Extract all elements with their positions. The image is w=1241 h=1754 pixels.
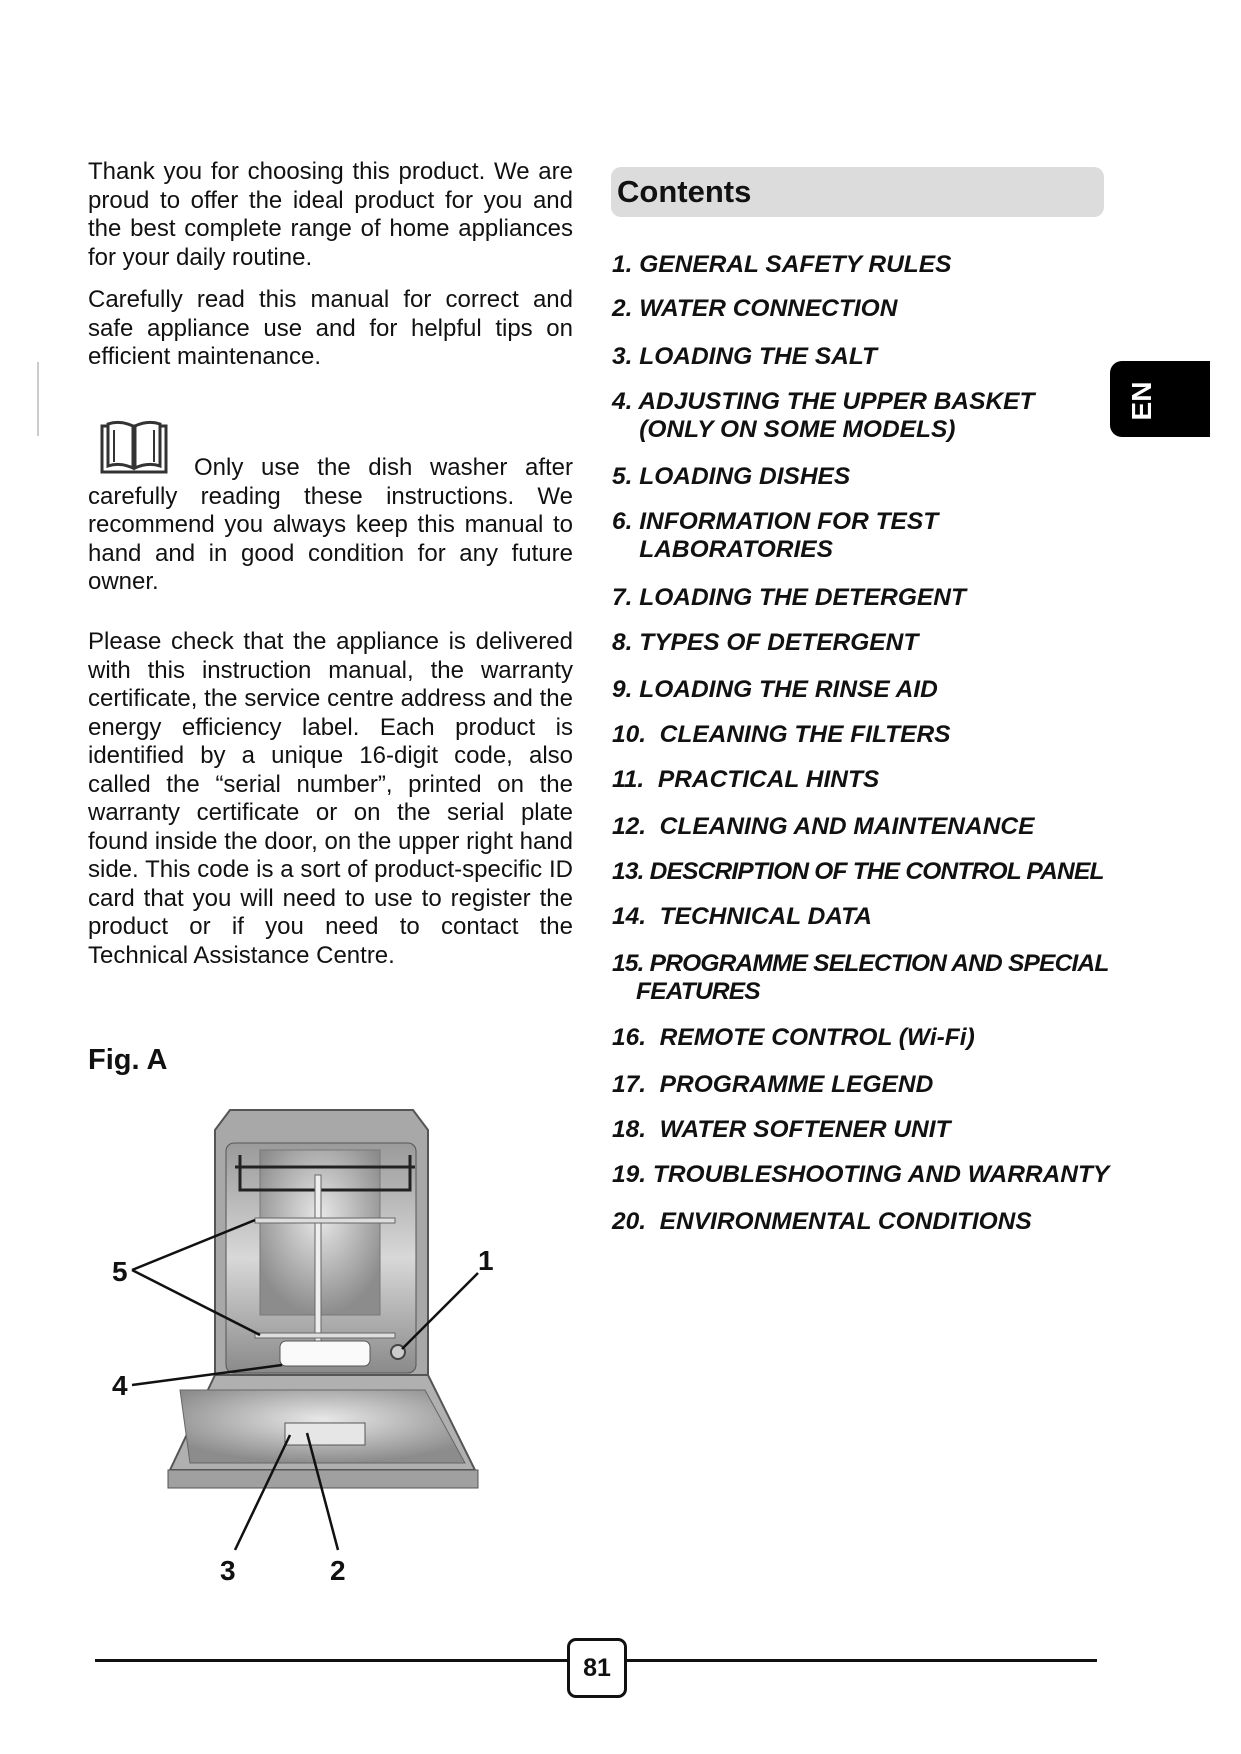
margin-mark xyxy=(37,362,39,436)
intro-check-delivery: Please check that the appliance is delivered with this instruction manual, the warranty certificate, the service centre address and the energy efficiency label. Each product is identified by a unique 16-digit code, also called the “serial number”, printed on the warranty certificate or on the serial plate found inside the door, on the upper right hand side. This code is a sort of product-specific ID card that you will need to use to register the product or if you need to contact the Technical Assistance Centre. xyxy=(88,628,573,969)
toc-item[interactable]: 11. PRACTICAL HINTS xyxy=(612,766,880,793)
intro-thanks: Thank you for choosing this product. We are proud to offer the ideal product for you and the best complete range of home appliances for your daily routine. xyxy=(88,158,573,271)
figure-title: Fig. A xyxy=(88,1044,168,1076)
toc-item[interactable]: 1. GENERAL SAFETY RULES xyxy=(612,251,952,278)
toc-item[interactable]: 3. LOADING THE SALT xyxy=(612,343,877,370)
contents-title: Contents xyxy=(617,174,752,209)
callout-1: 1 xyxy=(478,1245,494,1276)
toc-item[interactable]: 2. WATER CONNECTION xyxy=(612,295,898,322)
toc-item[interactable]: 16. REMOTE CONTROL (Wi-Fi) xyxy=(612,1024,975,1051)
language-tab xyxy=(1110,361,1210,437)
toc-item[interactable]: 6. INFORMATION FOR TEST LABORATORIES xyxy=(612,508,939,563)
toc-item[interactable]: 19. TROUBLESHOOTING AND WARRANTY xyxy=(612,1161,1110,1188)
intro-instructions: Only use the dish washer after carefully reading these instructions. We recommend you always keep this manual to hand and in good condition for any future owner. xyxy=(88,454,573,595)
toc-item[interactable]: 7. LOADING THE DETERGENT xyxy=(612,584,966,611)
footer-rule-left xyxy=(95,1659,567,1662)
footer-rule-right xyxy=(627,1659,1097,1662)
toc-item[interactable]: 14. TECHNICAL DATA xyxy=(612,903,872,930)
toc-item[interactable]: 5. LOADING DISHES xyxy=(612,463,851,490)
callout-2: 2 xyxy=(330,1555,346,1585)
language-tab-label: EN xyxy=(1126,381,1157,421)
dishwasher-diagram xyxy=(110,1095,550,1585)
toc-item[interactable]: 13. DESCRIPTION OF THE CONTROL PANEL xyxy=(612,858,1104,885)
toc-item[interactable]: 4. ADJUSTING THE UPPER BASKET (ONLY ON SOME MODELS) xyxy=(612,388,1035,443)
contents-header xyxy=(611,167,1104,217)
toc-item[interactable]: 10. CLEANING THE FILTERS xyxy=(612,721,951,748)
toc-item[interactable]: 17. PROGRAMME LEGEND xyxy=(612,1071,934,1098)
callout-3: 3 xyxy=(220,1555,236,1585)
toc-item[interactable]: 18. WATER SOFTENER UNIT xyxy=(612,1116,951,1143)
page-number: 81 xyxy=(567,1638,627,1698)
intro-read-manual: Carefully read this manual for correct and safe appliance use and for helpful tips on efficient maintenance. xyxy=(88,286,573,370)
toc-item[interactable]: 20. ENVIRONMENTAL CONDITIONS xyxy=(612,1208,1032,1235)
toc-item[interactable]: 15. PROGRAMME SELECTION AND SPECIAL FEATURES xyxy=(612,950,1109,1005)
callout-4: 4 xyxy=(112,1370,128,1401)
toc-item[interactable]: 9. LOADING THE RINSE AID xyxy=(612,676,938,703)
toc-item[interactable]: 12. CLEANING AND MAINTENANCE xyxy=(612,813,1035,840)
toc-item[interactable]: 8. TYPES OF DETERGENT xyxy=(612,629,919,656)
callout-5: 5 xyxy=(112,1256,128,1287)
